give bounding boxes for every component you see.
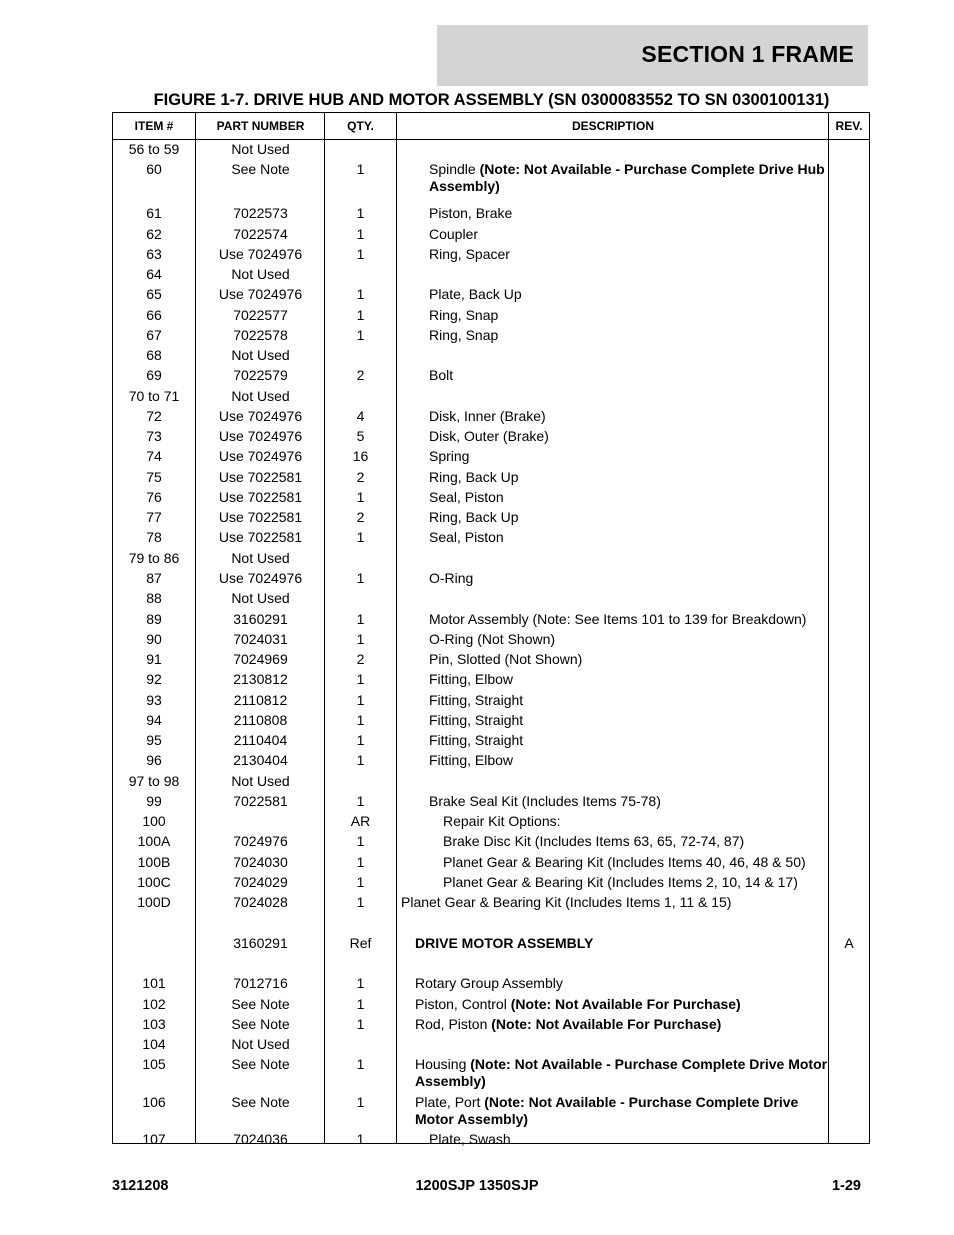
- qty-cell: 1: [356, 1016, 365, 1032]
- item-number-cell: 100C: [137, 874, 171, 890]
- description-cell: [399, 1056, 829, 1090]
- description-text: Rod, Piston: [415, 1016, 488, 1032]
- part-number-cell: 7022574: [233, 226, 288, 242]
- part-number-cell: Use 7024976: [218, 428, 303, 444]
- qty-cell: 2: [356, 469, 365, 485]
- description-cell: [399, 489, 829, 506]
- qty-cell: 2: [356, 367, 365, 383]
- item-number-cell: 64: [146, 266, 162, 282]
- description-cell: [399, 367, 829, 384]
- description-cell: [399, 894, 829, 911]
- qty-cell: 1: [356, 226, 365, 242]
- item-number-cell: 62: [146, 226, 162, 242]
- header-rev: REV.: [835, 119, 863, 133]
- item-number-cell: 79 to 86: [128, 550, 180, 566]
- description-cell: [399, 448, 829, 465]
- description-text: Fitting, Straight: [429, 732, 524, 748]
- item-number-cell: 77: [146, 509, 162, 525]
- item-number-cell: 105: [142, 1056, 166, 1072]
- part-number-cell: 3160291: [233, 935, 288, 951]
- description-cell: [399, 408, 829, 425]
- header-part-number: PART NUMBER: [216, 119, 305, 133]
- description-cell: [399, 651, 829, 668]
- description-cell: [399, 246, 829, 263]
- description-cell: [399, 1016, 829, 1033]
- section-header: [437, 25, 868, 86]
- description-cell: [399, 611, 829, 628]
- description-cell: [399, 1131, 829, 1148]
- description-note: (Note: Not Available For Purchase): [506, 996, 741, 1012]
- qty-cell: 1: [356, 732, 365, 748]
- description-text: Spindle: [429, 161, 476, 177]
- part-number-cell: See Note: [231, 161, 290, 177]
- item-number-cell: 87: [146, 570, 162, 586]
- item-number-cell: 63: [146, 246, 162, 262]
- item-number-cell: 69: [146, 367, 162, 383]
- description-cell: [399, 752, 829, 769]
- item-number-cell: 67: [146, 327, 162, 343]
- item-number-cell: 102: [142, 996, 166, 1012]
- item-number-cell: 99: [146, 793, 162, 809]
- item-number-cell: 97 to 98: [128, 773, 180, 789]
- section-title: SECTION 1 FRAME: [641, 41, 854, 67]
- item-number-cell: 66: [146, 307, 162, 323]
- item-number-cell: 100A: [137, 833, 171, 849]
- item-number-cell: 100B: [137, 854, 171, 870]
- item-number-cell: 88: [146, 590, 162, 606]
- qty-cell: Ref: [349, 935, 372, 951]
- qty-cell: 1: [356, 712, 365, 728]
- part-number-cell: Not Used: [231, 590, 290, 606]
- description-cell: [399, 874, 829, 891]
- part-number-cell: 7022579: [233, 367, 288, 383]
- description-cell: [399, 529, 829, 546]
- description-text: Fitting, Elbow: [429, 671, 514, 687]
- item-number-cell: 72: [146, 408, 162, 424]
- qty-cell: 1: [356, 631, 365, 647]
- description-text: Pin, Slotted (Not Shown): [429, 651, 583, 667]
- description-text: Ring, Back Up: [429, 509, 519, 525]
- description-text: Planet Gear & Bearing Kit (Includes Items 2, 10, 14 & 17): [443, 874, 798, 890]
- qty-cell: 1: [356, 489, 365, 505]
- item-number-cell: 68: [146, 347, 162, 363]
- header-description: DESCRIPTION: [571, 119, 654, 133]
- qty-cell: 1: [356, 833, 365, 849]
- description-cell: [399, 631, 829, 648]
- item-number-cell: 91: [146, 651, 162, 667]
- qty-cell: 1: [356, 752, 365, 768]
- qty-cell: 1: [356, 529, 365, 545]
- column-divider: [396, 113, 397, 1143]
- part-number-cell: 2130404: [233, 752, 288, 768]
- qty-cell: 1: [356, 975, 365, 991]
- description-cell: [399, 671, 829, 688]
- description-text: Ring, Back Up: [429, 469, 519, 485]
- description-cell: [399, 161, 829, 195]
- description-text: Brake Seal Kit (Includes Items 75-78): [429, 793, 661, 809]
- footer-doc-number: 3121208: [112, 1178, 169, 1194]
- item-number-cell: 94: [146, 712, 162, 728]
- part-number-cell: Not Used: [231, 550, 290, 566]
- footer-page-number: 1-29: [831, 1178, 861, 1194]
- part-number-cell: 7024030: [233, 854, 288, 870]
- qty-cell: 2: [356, 651, 365, 667]
- part-number-cell: 7024036: [233, 1131, 288, 1147]
- description-note: (Note: Not Available - Purchase Complete Drive Motor Assembly): [415, 1094, 799, 1127]
- part-number-cell: 2110404: [233, 732, 288, 748]
- part-number-cell: Not Used: [231, 141, 290, 157]
- description-cell: [399, 833, 829, 850]
- description-text: Planet Gear & Bearing Kit (Includes Items 1, 11 & 15): [401, 894, 732, 910]
- part-number-cell: Use 7022581: [218, 529, 303, 545]
- description-text: Plate, Swash: [429, 1131, 511, 1147]
- description-text: Rotary Group Assembly: [415, 975, 563, 991]
- part-number-cell: 2110812: [233, 692, 288, 708]
- qty-cell: 1: [356, 161, 365, 177]
- description-cell: [399, 996, 829, 1013]
- qty-cell: 1: [356, 327, 365, 343]
- item-number-cell: 90: [146, 631, 162, 647]
- description-cell: [399, 226, 829, 243]
- description-cell: [399, 307, 829, 324]
- description-text: Plate, Back Up: [429, 286, 522, 302]
- item-number-cell: 104: [142, 1036, 166, 1052]
- item-number-cell: 76: [146, 489, 162, 505]
- qty-cell: 5: [356, 428, 365, 444]
- item-number-cell: 75: [146, 469, 162, 485]
- item-number-cell: 96: [146, 752, 162, 768]
- part-number-cell: 7024969: [233, 651, 288, 667]
- description-text: Disk, Outer (Brake): [429, 428, 549, 444]
- description-text: O-Ring (Not Shown): [429, 631, 556, 647]
- qty-cell: 16: [352, 448, 369, 464]
- description-text: Ring, Snap: [429, 307, 499, 323]
- part-number-cell: See Note: [231, 1056, 290, 1072]
- item-number-cell: 101: [142, 975, 166, 991]
- item-number-cell: 73: [146, 428, 162, 444]
- description-cell: [399, 712, 829, 729]
- footer-model: 1200SJP 1350SJP: [415, 1178, 539, 1194]
- parts-table: [112, 112, 870, 1147]
- item-number-cell: 100D: [137, 894, 171, 910]
- description-note: DRIVE MOTOR ASSEMBLY: [415, 935, 594, 951]
- qty-cell: 1: [356, 205, 365, 221]
- qty-cell: 4: [356, 408, 365, 424]
- item-number-cell: 93: [146, 692, 162, 708]
- item-number-cell: 60: [146, 161, 162, 177]
- description-note: (Note: Not Available - Purchase Complete Drive Hub Assembly): [429, 161, 825, 194]
- description-text: Piston, Control: [415, 996, 507, 1012]
- item-number-cell: 92: [146, 671, 162, 687]
- description-cell: [399, 854, 829, 871]
- description-text: Seal, Piston: [429, 489, 504, 505]
- header-qty: QTY.: [347, 119, 374, 133]
- qty-cell: 1: [356, 1094, 365, 1110]
- description-cell: [399, 813, 829, 830]
- part-number-cell: Not Used: [231, 388, 290, 404]
- description-cell: [399, 205, 829, 222]
- item-number-cell: 74: [146, 448, 162, 464]
- description-text: Fitting, Straight: [429, 712, 524, 728]
- qty-cell: AR: [350, 813, 371, 829]
- item-number-cell: 61: [146, 205, 162, 221]
- description-text: Plate, Port: [415, 1094, 481, 1110]
- item-number-cell: 78: [146, 529, 162, 545]
- description-text: Spring: [429, 448, 470, 464]
- part-number-cell: Not Used: [231, 266, 290, 282]
- description-text: O-Ring: [429, 570, 474, 586]
- description-text: Motor Assembly (Note: See Items 101 to 139 for Breakdown): [429, 611, 807, 627]
- part-number-cell: Use 7022581: [218, 489, 303, 505]
- description-cell: [399, 935, 829, 952]
- part-number-cell: 7022577: [233, 307, 288, 323]
- part-number-cell: 2110808: [233, 712, 288, 728]
- qty-cell: 1: [356, 286, 365, 302]
- part-number-cell: 3160291: [233, 611, 288, 627]
- part-number-cell: Use 7024976: [218, 448, 303, 464]
- description-note: (Note: Not Available - Purchase Complete Drive Motor Assembly): [415, 1056, 828, 1089]
- description-text: Coupler: [429, 226, 479, 242]
- description-cell: [399, 428, 829, 445]
- description-cell: [399, 692, 829, 709]
- description-text: Fitting, Elbow: [429, 752, 514, 768]
- description-text: Ring, Snap: [429, 327, 499, 343]
- description-cell: [399, 1094, 829, 1128]
- item-number-cell: 65: [146, 286, 162, 302]
- item-number-cell: 100: [142, 813, 166, 829]
- qty-cell: 1: [356, 996, 365, 1012]
- part-number-cell: 7022573: [233, 205, 288, 221]
- table-header: [113, 113, 869, 140]
- qty-cell: 1: [356, 692, 365, 708]
- part-number-cell: 7022578: [233, 327, 288, 343]
- part-number-cell: Not Used: [231, 1036, 290, 1052]
- description-text: Fitting, Straight: [429, 692, 524, 708]
- qty-cell: 1: [356, 854, 365, 870]
- part-number-cell: Use 7024976: [218, 286, 303, 302]
- qty-cell: 1: [356, 894, 365, 910]
- description-text: Disk, Inner (Brake): [429, 408, 546, 424]
- figure-title: FIGURE 1-7. DRIVE HUB AND MOTOR ASSEMBLY (SN 0300083552 TO SN 0300100131): [153, 91, 830, 109]
- header-item: ITEM #: [134, 119, 174, 133]
- part-number-cell: 7024028: [233, 894, 288, 910]
- description-note: (Note: Not Available For Purchase): [487, 1016, 722, 1032]
- description-text: Ring, Spacer: [429, 246, 510, 262]
- description-text: Repair Kit Options:: [443, 813, 561, 829]
- description-cell: [399, 286, 829, 303]
- description-cell: [399, 732, 829, 749]
- description-text: Housing: [415, 1056, 467, 1072]
- part-number-cell: 7022581: [233, 793, 288, 809]
- part-number-cell: 2130812: [233, 671, 288, 687]
- item-number-cell: 70 to 71: [128, 388, 180, 404]
- item-number-cell: 106: [142, 1094, 166, 1110]
- description-cell: [399, 570, 829, 587]
- part-number-cell: Use 7022581: [218, 509, 303, 525]
- description-cell: [399, 327, 829, 344]
- qty-cell: 1: [356, 611, 365, 627]
- qty-cell: 1: [356, 793, 365, 809]
- qty-cell: 2: [356, 509, 365, 525]
- part-number-cell: 7012716: [233, 975, 288, 991]
- description-text: Planet Gear & Bearing Kit (Includes Items 40, 46, 48 & 50): [443, 854, 806, 870]
- item-number-cell: 95: [146, 732, 162, 748]
- qty-cell: 1: [356, 570, 365, 586]
- qty-cell: 1: [356, 1131, 365, 1147]
- description-cell: [399, 509, 829, 526]
- item-number-cell: 103: [142, 1016, 166, 1032]
- part-number-cell: Use 7024976: [218, 246, 303, 262]
- description-cell: [399, 469, 829, 486]
- part-number-cell: See Note: [231, 996, 290, 1012]
- description-text: Piston, Brake: [429, 205, 513, 221]
- qty-cell: 1: [356, 671, 365, 687]
- part-number-cell: 7024976: [233, 833, 288, 849]
- part-number-cell: Use 7024976: [218, 570, 303, 586]
- part-number-cell: See Note: [231, 1016, 290, 1032]
- part-number-cell: Not Used: [231, 347, 290, 363]
- part-number-cell: Not Used: [231, 773, 290, 789]
- part-number-cell: See Note: [231, 1094, 290, 1110]
- item-number-cell: 107: [142, 1131, 166, 1147]
- qty-cell: 1: [356, 1056, 365, 1072]
- part-number-cell: Use 7024976: [218, 408, 303, 424]
- rev-cell: A: [844, 935, 854, 951]
- description-text: Brake Disc Kit (Includes Items 63, 65, 72-74, 87): [443, 833, 745, 849]
- description-cell: [399, 975, 829, 992]
- description-cell: [399, 793, 829, 810]
- item-number-cell: 89: [146, 611, 162, 627]
- qty-cell: 1: [356, 307, 365, 323]
- part-number-cell: 7024031: [233, 631, 288, 647]
- qty-cell: 1: [356, 246, 365, 262]
- part-number-cell: Use 7022581: [218, 469, 303, 485]
- description-text: Seal, Piston: [429, 529, 504, 545]
- part-number-cell: 7024029: [233, 874, 288, 890]
- item-number-cell: 56 to 59: [128, 141, 180, 157]
- description-text: Bolt: [429, 367, 454, 383]
- qty-cell: 1: [356, 874, 365, 890]
